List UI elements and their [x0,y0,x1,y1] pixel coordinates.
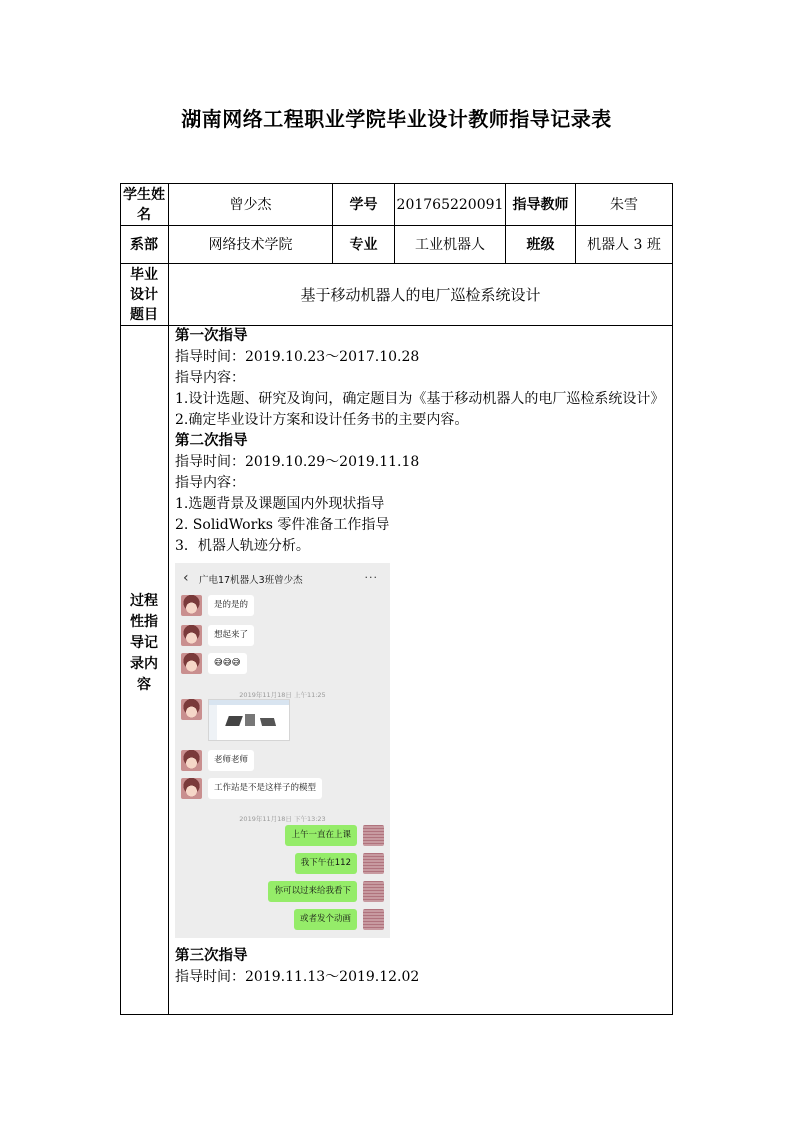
major-label: 专业 [349,236,378,253]
student-id-value: 201765220091 [396,196,504,213]
avatar [363,909,384,930]
chat-message [181,625,254,646]
chat-message-mine [268,881,384,902]
chat-message [181,699,290,741]
chat-message [181,653,247,674]
avatar [181,750,202,771]
more-dots-icon: ··· [364,571,378,584]
topic-label: 毕业设计题目 [130,266,158,323]
class-value: 机器人 3 班 [587,236,661,253]
chat-bubble: 想起来了 [208,625,254,646]
process-label: 过程性指导记录内容 [130,592,158,693]
avatar [181,625,202,646]
chat-bubble: 是的是的 [208,595,254,616]
chat-message [181,778,322,799]
chat-message-mine [285,825,384,846]
avatar [363,853,384,874]
chat-message-mine [295,853,384,874]
avatar [363,825,384,846]
page-title: 湖南网络工程职业学院毕业设计教师指导记录表 [181,107,612,131]
guidance-2-content-label: 指导内容： [175,475,245,491]
avatar [181,653,202,674]
avatar [181,595,202,616]
guidance-2-item: 1.选题背景及课题国内外现状指导 [175,496,385,512]
chat-header [175,563,390,591]
chat-title: 广电17机器人3班曾少杰 [199,575,303,586]
chat-bubble: 工作站是不是这样子的模型 [208,778,322,799]
class-label: 班级 [526,236,555,253]
chat-bubble-mine: 你可以过来给我看下 [268,881,357,902]
guidance-2-item: 3．机器人轨迹分析。 [175,538,310,554]
guidance-1-item: 2.确定毕业设计方案和设计任务书的主要内容。 [175,412,469,428]
guidance-2-item: 2. SolidWorks 零件准备工作指导 [175,517,390,533]
guidance-1-content-label: 指导内容： [175,370,245,386]
advisor-value: 朱雪 [610,196,638,213]
chat-bubble-mine: 上午一直在上课 [285,825,357,846]
chat-message [181,750,254,771]
chat-bubble: 老师老师 [208,750,254,771]
chat-timestamp: 2019年11月18日 上午11:25 [239,691,326,699]
guidance-1-item: 1.设计选题、研究及询问，确定题目为《基于移动机器人的电厂巡检系统设计》 [175,391,665,407]
chat-screenshot [175,563,390,938]
chat-message [181,595,254,616]
chat-message-mine [294,909,384,930]
student-id-label: 学号 [349,196,378,213]
guidance-3-heading: 第三次指导 [175,948,248,964]
chevron-left-icon: ‹ [183,570,189,586]
avatar [363,881,384,902]
model-image-thumbnail [208,699,290,741]
advisor-label: 指导教师 [512,196,569,213]
guidance-3-time: 指导时间：2019.11.13～2019.12.02 [175,969,420,985]
topic-value: 基于移动机器人的电厂巡检系统设计 [300,285,541,304]
chat-timestamp: 2019年11月18日 下午13:23 [239,815,326,823]
department-value: 网络技术学院 [208,236,293,253]
guidance-1-heading: 第一次指导 [175,328,248,344]
guidance-1-time: 指导时间：2019.10.23～2017.10.28 [175,349,420,365]
avatar [181,778,202,799]
chat-bubble-mine: 我下午在112 [295,853,357,874]
student-name-value: 曾少杰 [229,196,272,213]
student-name-label: 学生姓名 [123,186,165,223]
department-label: 系部 [130,236,158,253]
chat-bubble-mine: 或者发个动画 [294,909,357,930]
guidance-2-heading: 第二次指导 [175,433,248,449]
major-value: 工业机器人 [415,236,485,253]
avatar [181,699,202,720]
guidance-2-time: 指导时间：2019.10.29～2019.11.18 [175,454,420,470]
chat-bubble: 😅😅😅 [208,653,247,674]
guidance-records [175,326,670,1014]
record-table [120,183,673,1015]
